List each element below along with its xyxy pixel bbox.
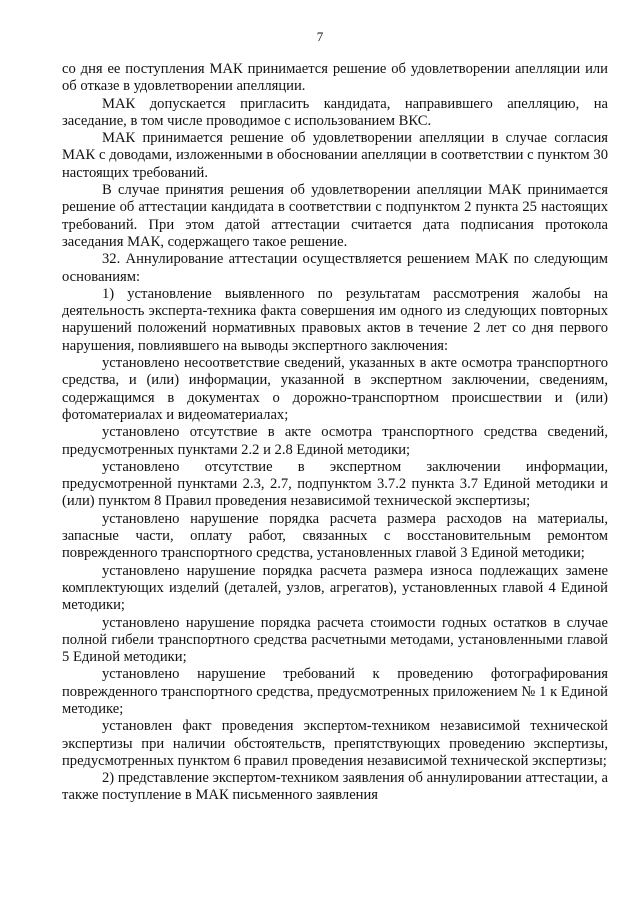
paragraph-violation-wear-calculation: установлено нарушение порядка расчета размера износа подлежащих замене комплектующих изделий (деталей, узлов, агрегатов), установленных главой 4 Единой методики; xyxy=(62,562,608,614)
paragraph-appeal-decision-continued: со дня ее поступления МАК принимается решение об удовлетворении апелляции или об отказе в удовлетворении апелляции. xyxy=(62,61,608,95)
paragraph-violation-obstacles: установлен факт проведения экспертом-техником независимой технической экспертизы при наличии обстоятельств, препятствующих проведению экспертизы, предусмотренных пунктом 6 правил проведения независимой технической экспертизы; xyxy=(62,718,608,769)
paragraph-ground-1: 1) установление выявленного по результатам рассмотрения жалобы на деятельность эксперта-техника факта совершения им одного из следующих повторных нарушений положений нормативных правовых актов в течение 2 лет со дня первого нарушения, повлиявшего на выводы экспертного заключения: xyxy=(62,285,608,354)
paragraph-appeal-satisfaction: МАК принимается решение об удовлетворении апелляции в случае согласия МАК с доводами, изложенными в обосновании апелляции в соответствии с пунктом 30 настоящих требований. xyxy=(62,130,608,181)
paragraph-violation-inconsistency: установлено несоответствие сведений, указанных в акте осмотра транспортного средства, и (или) информации, указанной в экспертном заключении, сведениям, содержащимся в документах о дорожно-транспортном происшествии и (или) фотоматериалах и видеоматериалах; xyxy=(62,355,608,423)
page-number: 7 xyxy=(316,29,324,44)
document-body xyxy=(62,61,608,805)
paragraph-attestation-decision: В случае принятия решения об удовлетворении апелляции МАК принимается решение об аттестации кандидата в соответствии с подпунктом 2 пункта 25 настоящих требований. При этом датой аттестации считается дата подписания протокола заседания МАК, содержащего такое решение. xyxy=(62,182,608,250)
paragraph-violation-salvage-value: установлено нарушение порядка расчета стоимости годных остатков в случае полной гибели транспортного средства расчетными методами, установленными главой 5 Единой методики; xyxy=(62,614,608,666)
paragraph-violation-missing-report-info: установлено отсутствие в экспертном заключении информации, предусмотренной пунктами 2.3, 2.7, подпунктом 3.7.2 пункта 3.7 Единой методики и (или) пунктом 8 Правил проведения независимой технической экспертизы; xyxy=(62,458,608,510)
paragraph-32-annulment: 32. Аннулирование аттестации осуществляется решением МАК по следующим основаниям: xyxy=(62,251,608,285)
paragraph-violation-repair-costs: установлено нарушение порядка расчета размера расходов на материалы, запасные части, оплату работ, связанных с восстановительным ремонтом поврежденного транспортного средства, установленных главой 3 Единой методики; xyxy=(62,510,608,562)
paragraph-violation-missing-inspection-info: установлено отсутствие в акте осмотра транспортного средства сведений, предусмотренных пунктами 2.2 и 2.8 Единой методики; xyxy=(62,424,608,458)
paragraph-invite-candidate: МАК допускается пригласить кандидата, направившего апелляцию, на заседание, в том числе проводимое с использованием ВКС. xyxy=(62,95,608,129)
paragraph-violation-photography: установлено нарушение требований к проведению фотографирования поврежденного транспортного средства, предусмотренных приложением № 1 к Единой методике; xyxy=(62,666,608,717)
paragraph-ground-2: 2) представление экспертом-техником заявления об аннулировании аттестации, а также поступление в МАК письменного заявления xyxy=(62,770,608,804)
